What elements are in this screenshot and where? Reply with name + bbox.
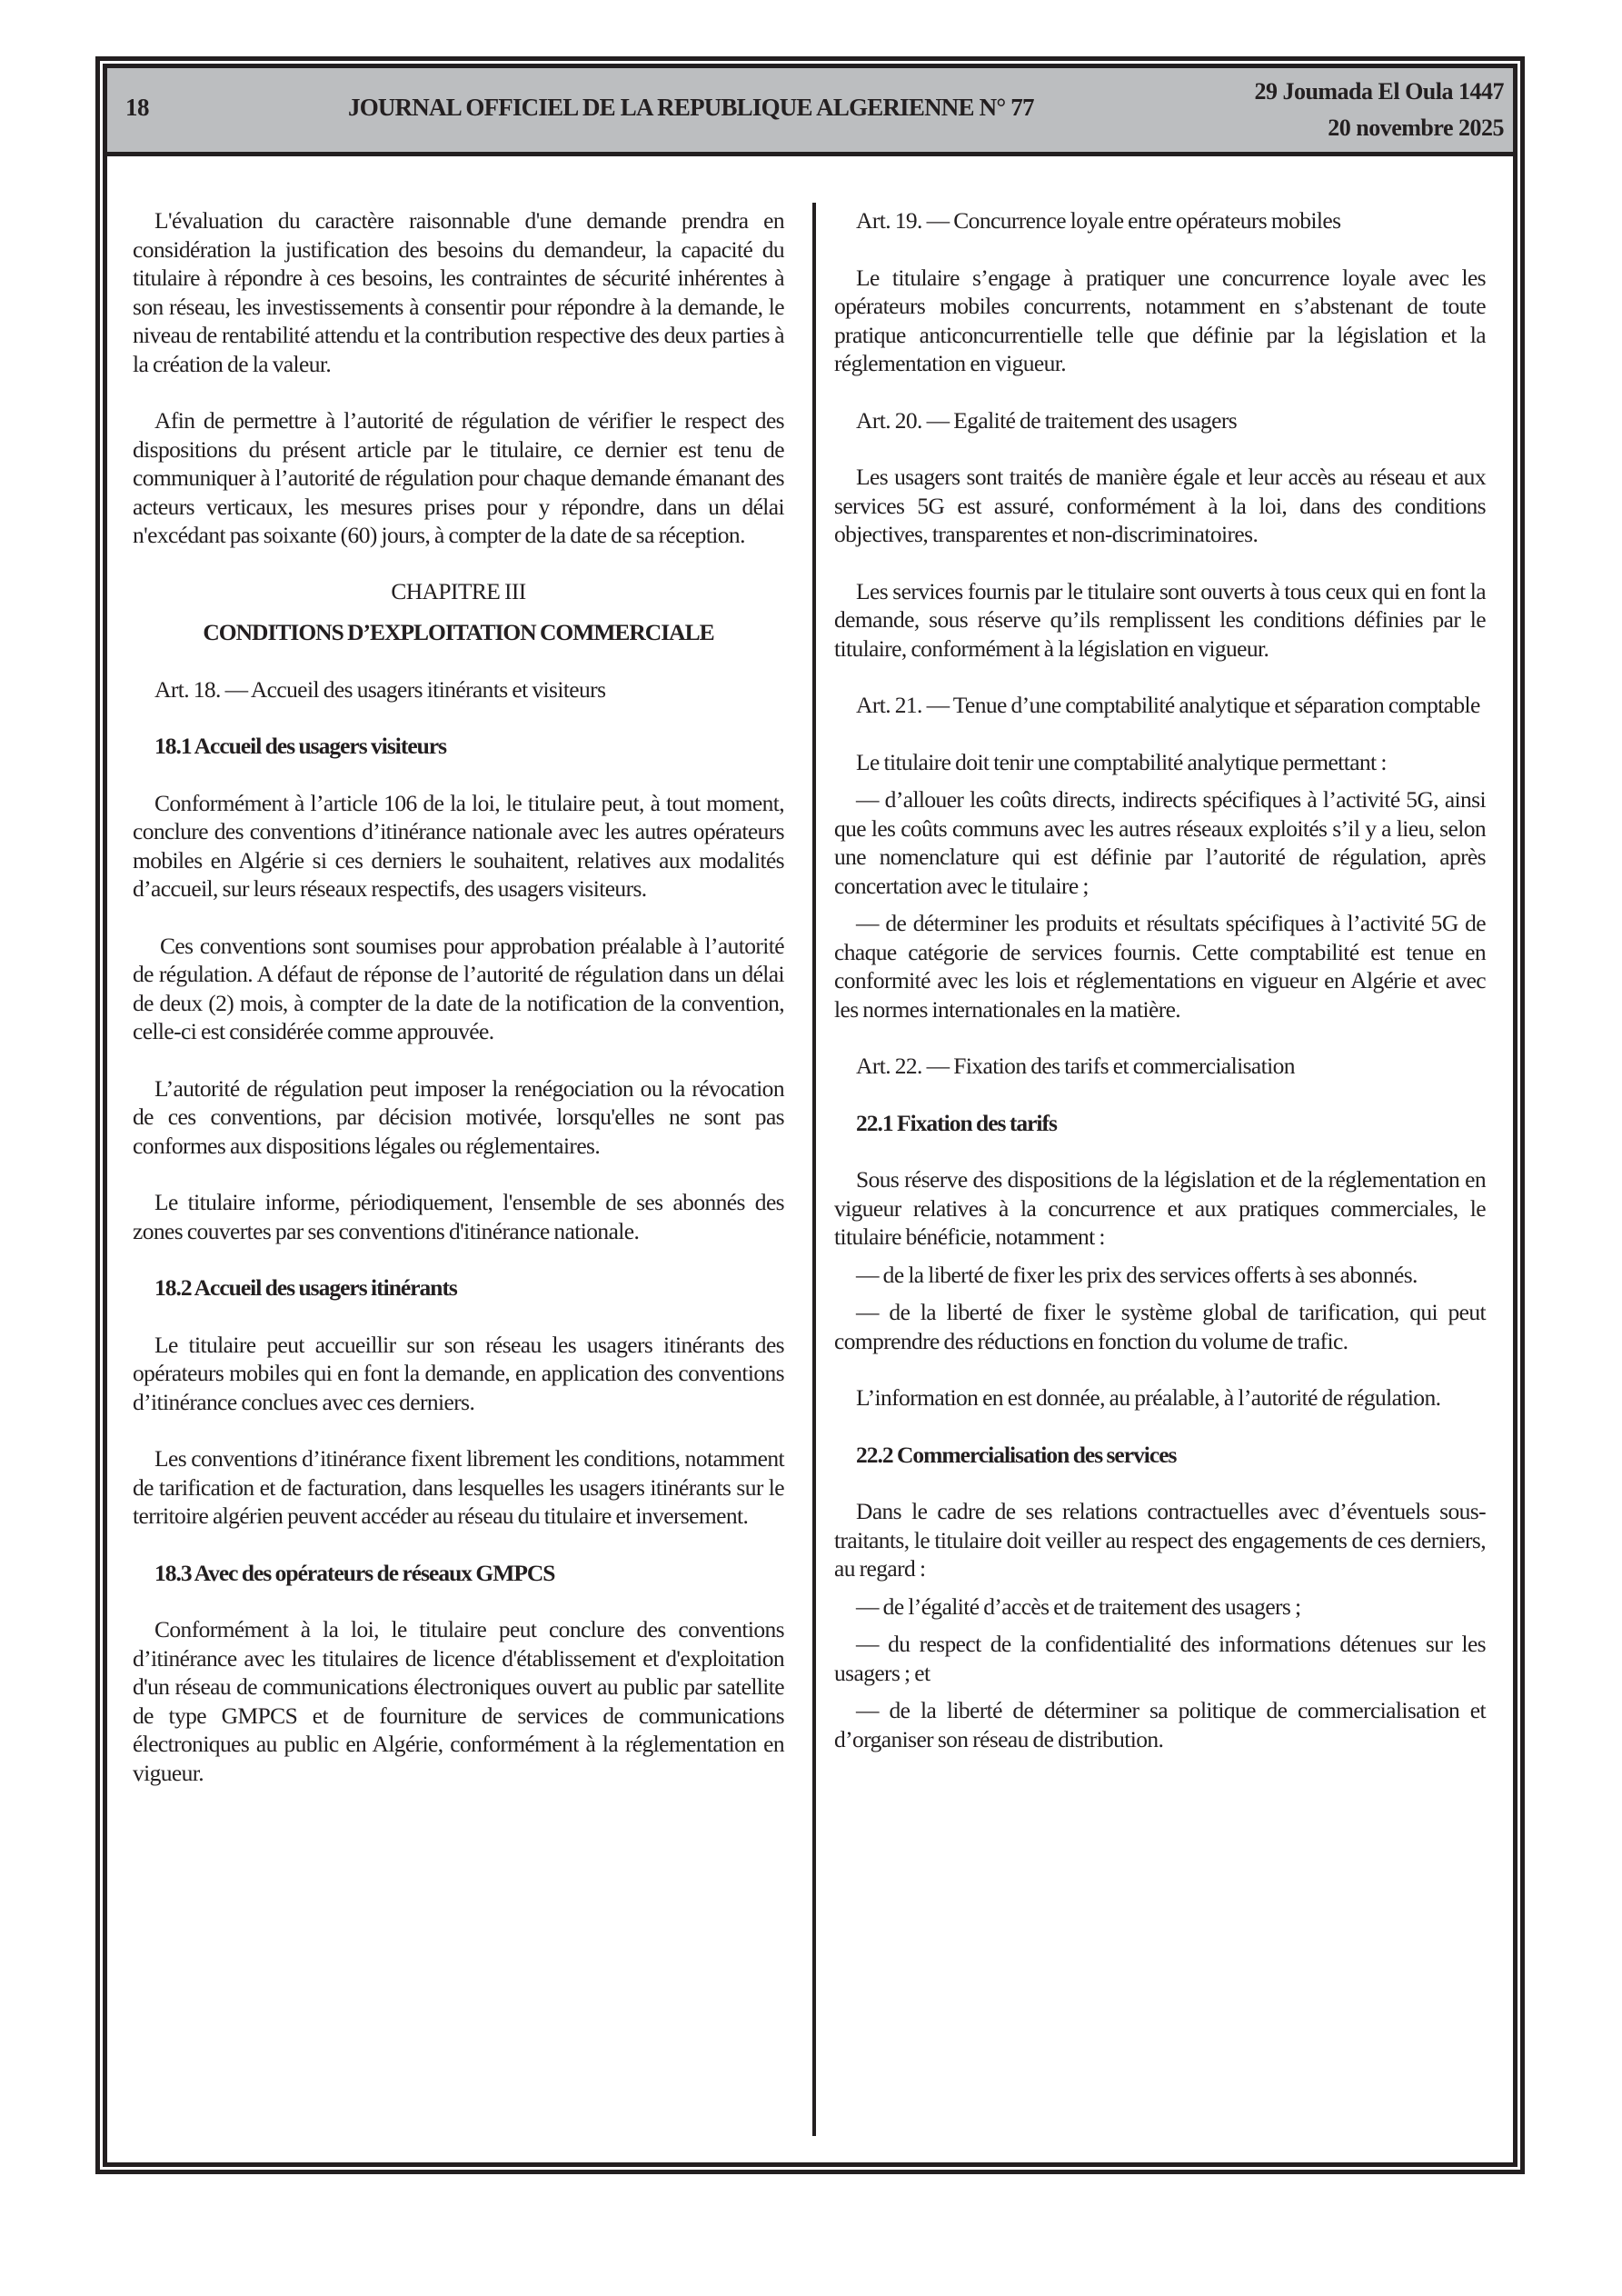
right-column: [834, 206, 1486, 1762]
paragraph: L’information en est donnée, au préalable, à l’autorité de régulation.: [856, 1384, 1441, 1411]
article-heading: Art. 19. — Concurrence loyale entre opérateurs mobiles: [856, 207, 1341, 234]
paragraph: Le titulaire doit tenir une comptabilité analytique permettant :: [856, 748, 1387, 775]
section-heading: 18.1 Accueil des usagers visiteurs: [154, 733, 447, 759]
paragraph: Dans le cadre de ses relations contractuelles avec d’éventuels sous-traitants, le titulaire doit veiller au respect des engagements de ces derniers, au regard :: [834, 1498, 1486, 1582]
paragraph: Les services fournis par le titulaire sont ouverts à tous ceux qui en font la demande, sous réserve qu’ils remplissent les conditions définies par le titulaire, conformément à la législation en vigueur.: [834, 577, 1486, 662]
paragraph: Les usagers sont traités de manière égale et leur accès au réseau et aux services 5G est assuré, conformément à la loi, dans des conditions objectives, transparentes et non-discriminatoires.: [834, 464, 1486, 547]
list-item: — de l’égalité d’accès et de traitement des usagers ;: [856, 1592, 1301, 1620]
paragraph: Le titulaire peut accueillir sur son réseau les usagers itinérants des opérateurs mobiles qui en font la demande, en application des conventions d’itinérance conclues avec ces derniers.: [133, 1331, 784, 1415]
article-heading: Art. 22. — Fixation des tarifs et commercialisation: [856, 1053, 1295, 1079]
paragraph: Le titulaire informe, périodiquement, l'ensemble de ses abonnés des zones couvertes par ses conventions d'itinérance nationale.: [133, 1189, 784, 1244]
section-heading: 18.2 Accueil des usagers itinérants: [154, 1274, 457, 1301]
chapter-title: CONDITIONS D’EXPLOITATION COMMERCIALE: [203, 619, 714, 645]
paragraph: Afin de permettre à l’autorité de régulation de vérifier le respect des dispositions du présent article par le titulaire, ce dernier est tenu de communiquer à l’autorité de régulation pour chaque demande émanant des acteurs verticaux, les mesures prises pour y répondre, dans un délai n'excédant pas soixante (60) jours, à compter de la date de sa réception.: [133, 407, 784, 548]
paragraph: Conformément à la loi, le titulaire peut conclure des conventions d’itinérance avec les titulaires de licence d'établissement et d'exploitation d'un réseau de communications électroniques ouvert au public par satellite de type GMPCS et de fourniture de services de communications électroniques au public en Algérie, conformément à la réglementation en vigueur.: [133, 1616, 784, 1786]
paragraph: Ces conventions sont soumises pour approbation préalable à l’autorité de régulation. A défaut de réponse de l’autorité de régulation dans un délai de deux (2) mois, à compter de la date de la notification de la convention, celle-ci est considérée comme approuvée.: [133, 932, 784, 1044]
article-heading: Art. 20. — Egalité de traitement des usagers: [856, 406, 1238, 434]
list-item: — de la liberté de déterminer sa politique de commercialisation et d’organiser son réseau de distribution.: [834, 1697, 1486, 1752]
paragraph: Le titulaire s’engage à pratiquer une concurrence loyale avec les opérateurs mobiles concurrents, notamment en s’abstenant de toute pratique anticoncurrentielle telle que définie par la législation et la réglementation en vigueur.: [834, 264, 1486, 376]
page-frame-outer: [95, 56, 1525, 2174]
list-item: — du respect de la confidentialité des informations détenues sur les usagers ; et: [834, 1631, 1486, 1686]
paragraph: L’autorité de régulation peut imposer la renégociation ou la révocation de ces conventions, par décision motivée, lorsqu'elles ne sont pas conformes aux dispositions légales ou réglementaires.: [133, 1074, 784, 1159]
journal-title: JOURNAL OFFICIEL DE LA REPUBLIQUE ALGERIENNE N° 77: [348, 94, 1034, 121]
list-item: — d’allouer les coûts directs, indirects spécifiques à l’activité 5G, ainsi que les coûts communs avec les autres réseaux exploités s’il y a lieu, selon une nomenclature qui est définie par l’autorité de régulation, après concertation avec le titulaire ;: [834, 786, 1486, 899]
date-gregorian: 20 novembre 2025: [1328, 115, 1504, 141]
date-hijri: 29 Joumada El Oula 1447: [1254, 78, 1504, 105]
article-heading: Art. 18. — Accueil des usagers itinérants et visiteurs: [154, 675, 606, 703]
section-heading: 18.3 Avec des opérateurs de réseaux GMPCS: [154, 1559, 555, 1586]
paragraph: L'évaluation du caractère raisonnable d'une demande prendra en considération la justification des besoins du demandeur, la capacité du titulaire à répondre à ces besoins, les contraintes de sécurité inhérentes à son réseau, les investissements à consentir pour répondre à la demande, le niveau de rentabilité attendu et la contribution respective des deux parties à la création de la valeur.: [133, 207, 784, 377]
article-heading: Art. 21. — Tenue d’une comptabilité analytique et séparation comptable: [856, 692, 1480, 718]
column-divider: [812, 203, 816, 2136]
list-item: — de la liberté de fixer le système global de tarification, qui peut comprendre des réductions en fonction du volume de trafic.: [834, 1299, 1486, 1354]
paragraph: Sous réserve des dispositions de la législation et de la réglementation en vigueur relatives à la concurrence et aux pratiques commerciales, le titulaire bénéficie, notamment :: [834, 1166, 1486, 1250]
page-header: [107, 68, 1513, 156]
page-frame-inner: [103, 64, 1518, 2167]
page-number: 18: [125, 94, 149, 121]
header-dates: [1254, 74, 1504, 146]
paragraph: Les conventions d’itinérance fixent librement les conditions, notamment de tarification et de facturation, dans lesquelles les usagers itinérants sur le territoire algérien peuvent accéder au réseau du titulaire et inversement.: [133, 1445, 784, 1529]
list-item: — de déterminer les produits et résultats spécifiques à l’activité 5G de chaque catégorie de services fournis. Cette comptabilité est tenue en conformité avec les lois et réglementations en vigueur en Algérie et avec les normes internationales en la matière.: [834, 910, 1486, 1023]
section-heading: 22.1 Fixation des tarifs: [856, 1109, 1057, 1136]
list-item: — de la liberté de fixer les prix des services offerts à ses abonnés.: [856, 1261, 1418, 1288]
section-heading: 22.2 Commercialisation des services: [856, 1441, 1177, 1468]
left-column: [133, 206, 784, 1815]
paragraph: Conformément à l’article 106 de la loi, le titulaire peut, à tout moment, conclure des conventions d’itinérance nationale avec les autres opérateurs mobiles en Algérie si ces derniers le souhaitent, relatives aux modalités d’accueil, sur leurs réseaux respectifs, des usagers visiteurs.: [133, 789, 784, 902]
chapter-label: CHAPITRE III: [391, 577, 526, 604]
